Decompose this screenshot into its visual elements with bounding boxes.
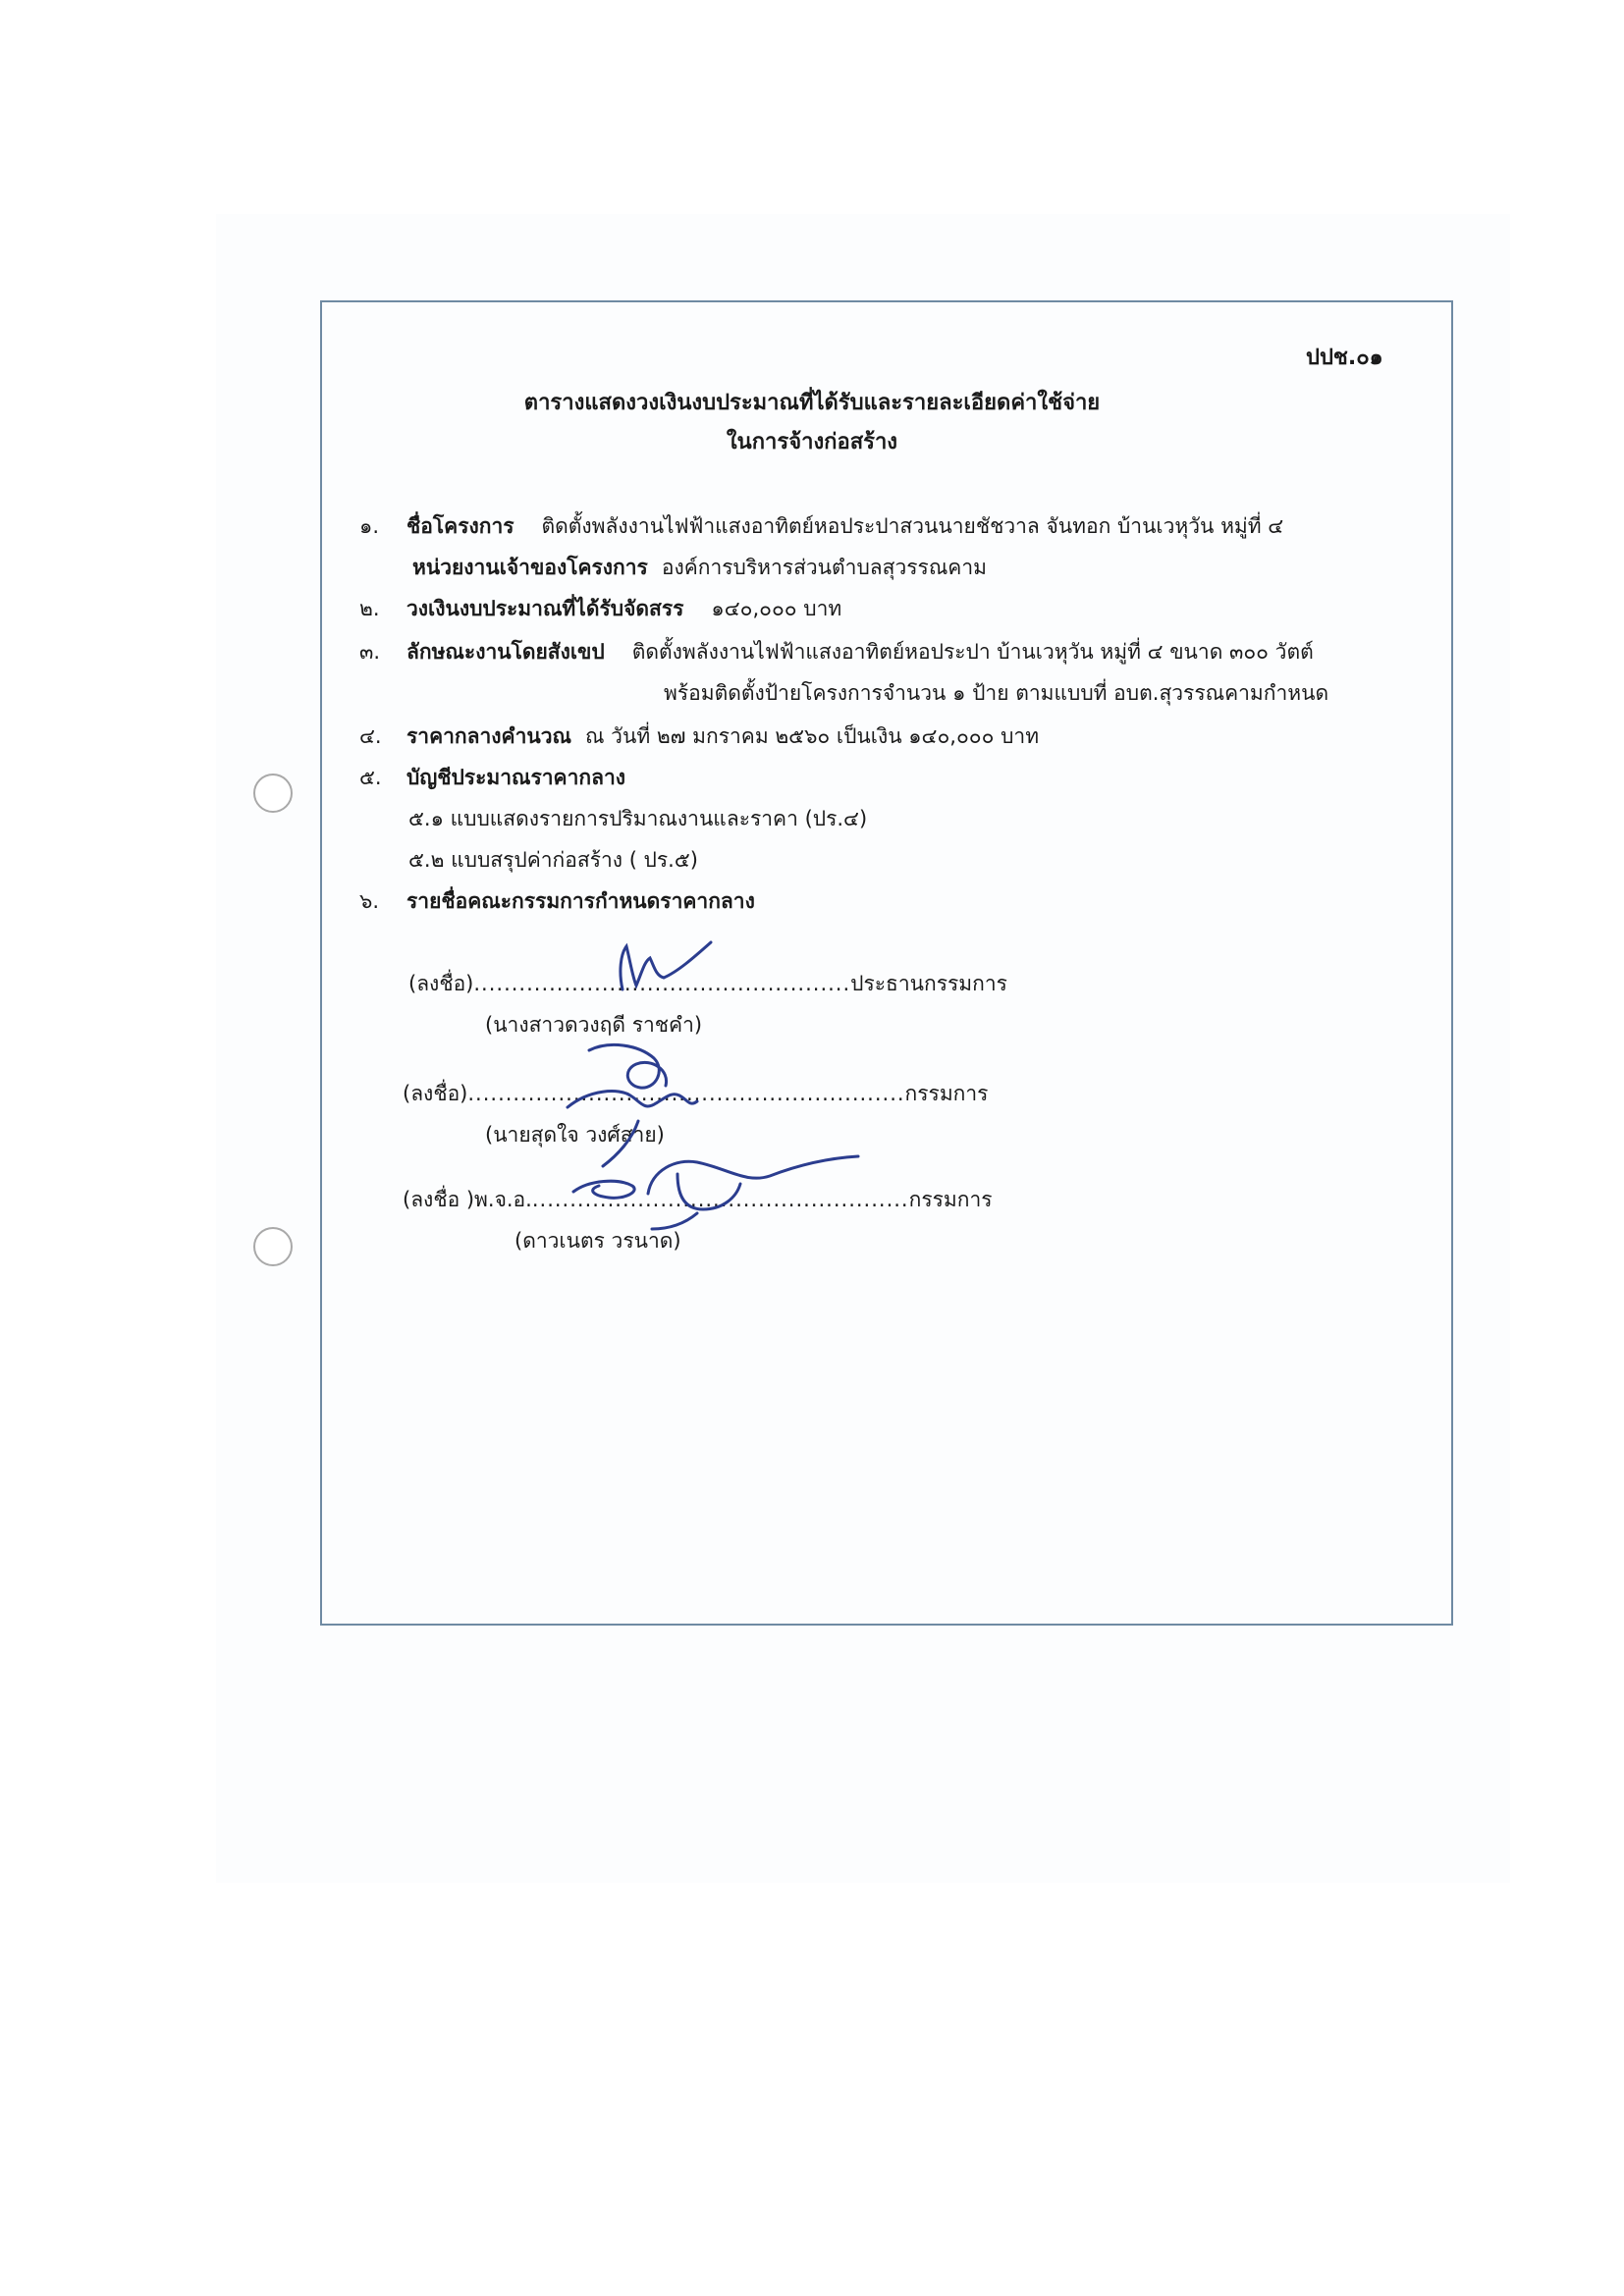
document-code: ปปช.๐๑ bbox=[1306, 346, 1383, 370]
item-2-number: ๒. bbox=[359, 597, 380, 620]
item-4-value: ณ วันที่ ๒๗ มกราคม ๒๕๖๐ เป็นเงิน ๑๔๐,๐๐๐ บาท bbox=[585, 724, 1040, 748]
signatory-3-role: กรรมการ bbox=[908, 1188, 993, 1211]
item-5-1: ๕.๑ แบบแสดงรายการปริมาณงานและราคา (ปร.๔) bbox=[408, 807, 868, 830]
owner-label: หน่วยงานเจ้าของโครงการ bbox=[412, 556, 648, 579]
item-3-value: ติดตั้งพลังงานไฟฟ้าแสงอาทิตย์หอประปา บ้านเวหุวัน หมู่ที่ ๔ ขนาด ๓๐๐ วัตต์ bbox=[631, 640, 1314, 664]
item-2-value: ๑๔๐,๐๐๐ บาท bbox=[711, 597, 842, 620]
document-title: ตารางแสดงวงเงินงบประมาณที่ได้รับและรายละเอียดค่าใช้จ่าย bbox=[523, 391, 1101, 415]
item-3 bbox=[359, 636, 1314, 668]
signatory-3-dots: .................................................. bbox=[531, 1188, 909, 1211]
punch-hole-top bbox=[253, 774, 293, 813]
item-3-continued: พร้อมติดตั้งป้ายโครงการจำนวน ๑ ป้าย ตามแบบที่ อบต.สุวรรณคามกำหนด bbox=[664, 681, 1329, 705]
document-frame bbox=[320, 300, 1453, 1626]
item-6-number: ๖. bbox=[359, 889, 380, 913]
item-5-label: บัญชีประมาณราคากลาง bbox=[406, 766, 626, 789]
signatory-1-name: (นางสาวดวงฤดี ราชคำ) bbox=[485, 1013, 703, 1037]
item-3-number: ๓. bbox=[359, 640, 381, 664]
item-1-value: ติดตั้งพลังงานไฟฟ้าแสงอาทิตย์หอประปาสวนนายชัชวาล จันทอก บ้านเวหุวัน หมู่ที่ ๔ bbox=[541, 514, 1284, 538]
signatory-3-prefix: (ลงชื่อ )พ.จ.อ. bbox=[403, 1188, 532, 1211]
item-1-label: ชื่อโครงการ bbox=[406, 514, 514, 538]
item-6 bbox=[359, 885, 755, 918]
signatory-1-dots: .................................................. bbox=[473, 972, 851, 995]
signatory-1-role: ประธานกรรมการ bbox=[850, 972, 1007, 995]
signature-3-icon bbox=[530, 1145, 884, 1233]
item-5 bbox=[359, 762, 625, 794]
document-subtitle: ในการจ้างก่อสร้าง bbox=[726, 430, 898, 454]
owner-line bbox=[412, 552, 987, 584]
signatory-2-dots: .......................................................... bbox=[467, 1082, 905, 1105]
item-1 bbox=[359, 510, 1283, 543]
signature-1-icon bbox=[609, 933, 727, 1001]
owner-value: องค์การบริหารส่วนตำบลสุวรรณคาม bbox=[661, 556, 987, 579]
item-4 bbox=[359, 721, 1039, 753]
punch-hole-bottom bbox=[253, 1227, 293, 1266]
item-1-number: ๑. bbox=[359, 514, 380, 538]
signatory-2-role: กรรมการ bbox=[904, 1082, 989, 1105]
item-3-label: ลักษณะงานโดยสังเขป bbox=[406, 640, 605, 664]
signatory-3-name: (ดาวเนตร วรนาด) bbox=[514, 1229, 681, 1253]
signatory-2-name: (นายสุดใจ วงศ์สาย) bbox=[485, 1123, 665, 1147]
item-5-2: ๕.๒ แบบสรุปค่าก่อสร้าง ( ปร.๕) bbox=[408, 848, 698, 872]
signatory-1-prefix: (ลงชื่อ) bbox=[408, 972, 474, 995]
item-5-number: ๕. bbox=[359, 766, 382, 789]
item-4-label: ราคากลางคำนวณ bbox=[406, 724, 572, 748]
item-6-label: รายชื่อคณะกรรมการกำหนดราคากลาง bbox=[406, 889, 755, 913]
signatory-2-prefix: (ลงชื่อ) bbox=[403, 1082, 468, 1105]
item-4-number: ๔. bbox=[359, 724, 382, 748]
item-2 bbox=[359, 593, 841, 625]
item-2-label: วงเงินงบประมาณที่ได้รับจัดสรร bbox=[406, 597, 684, 620]
